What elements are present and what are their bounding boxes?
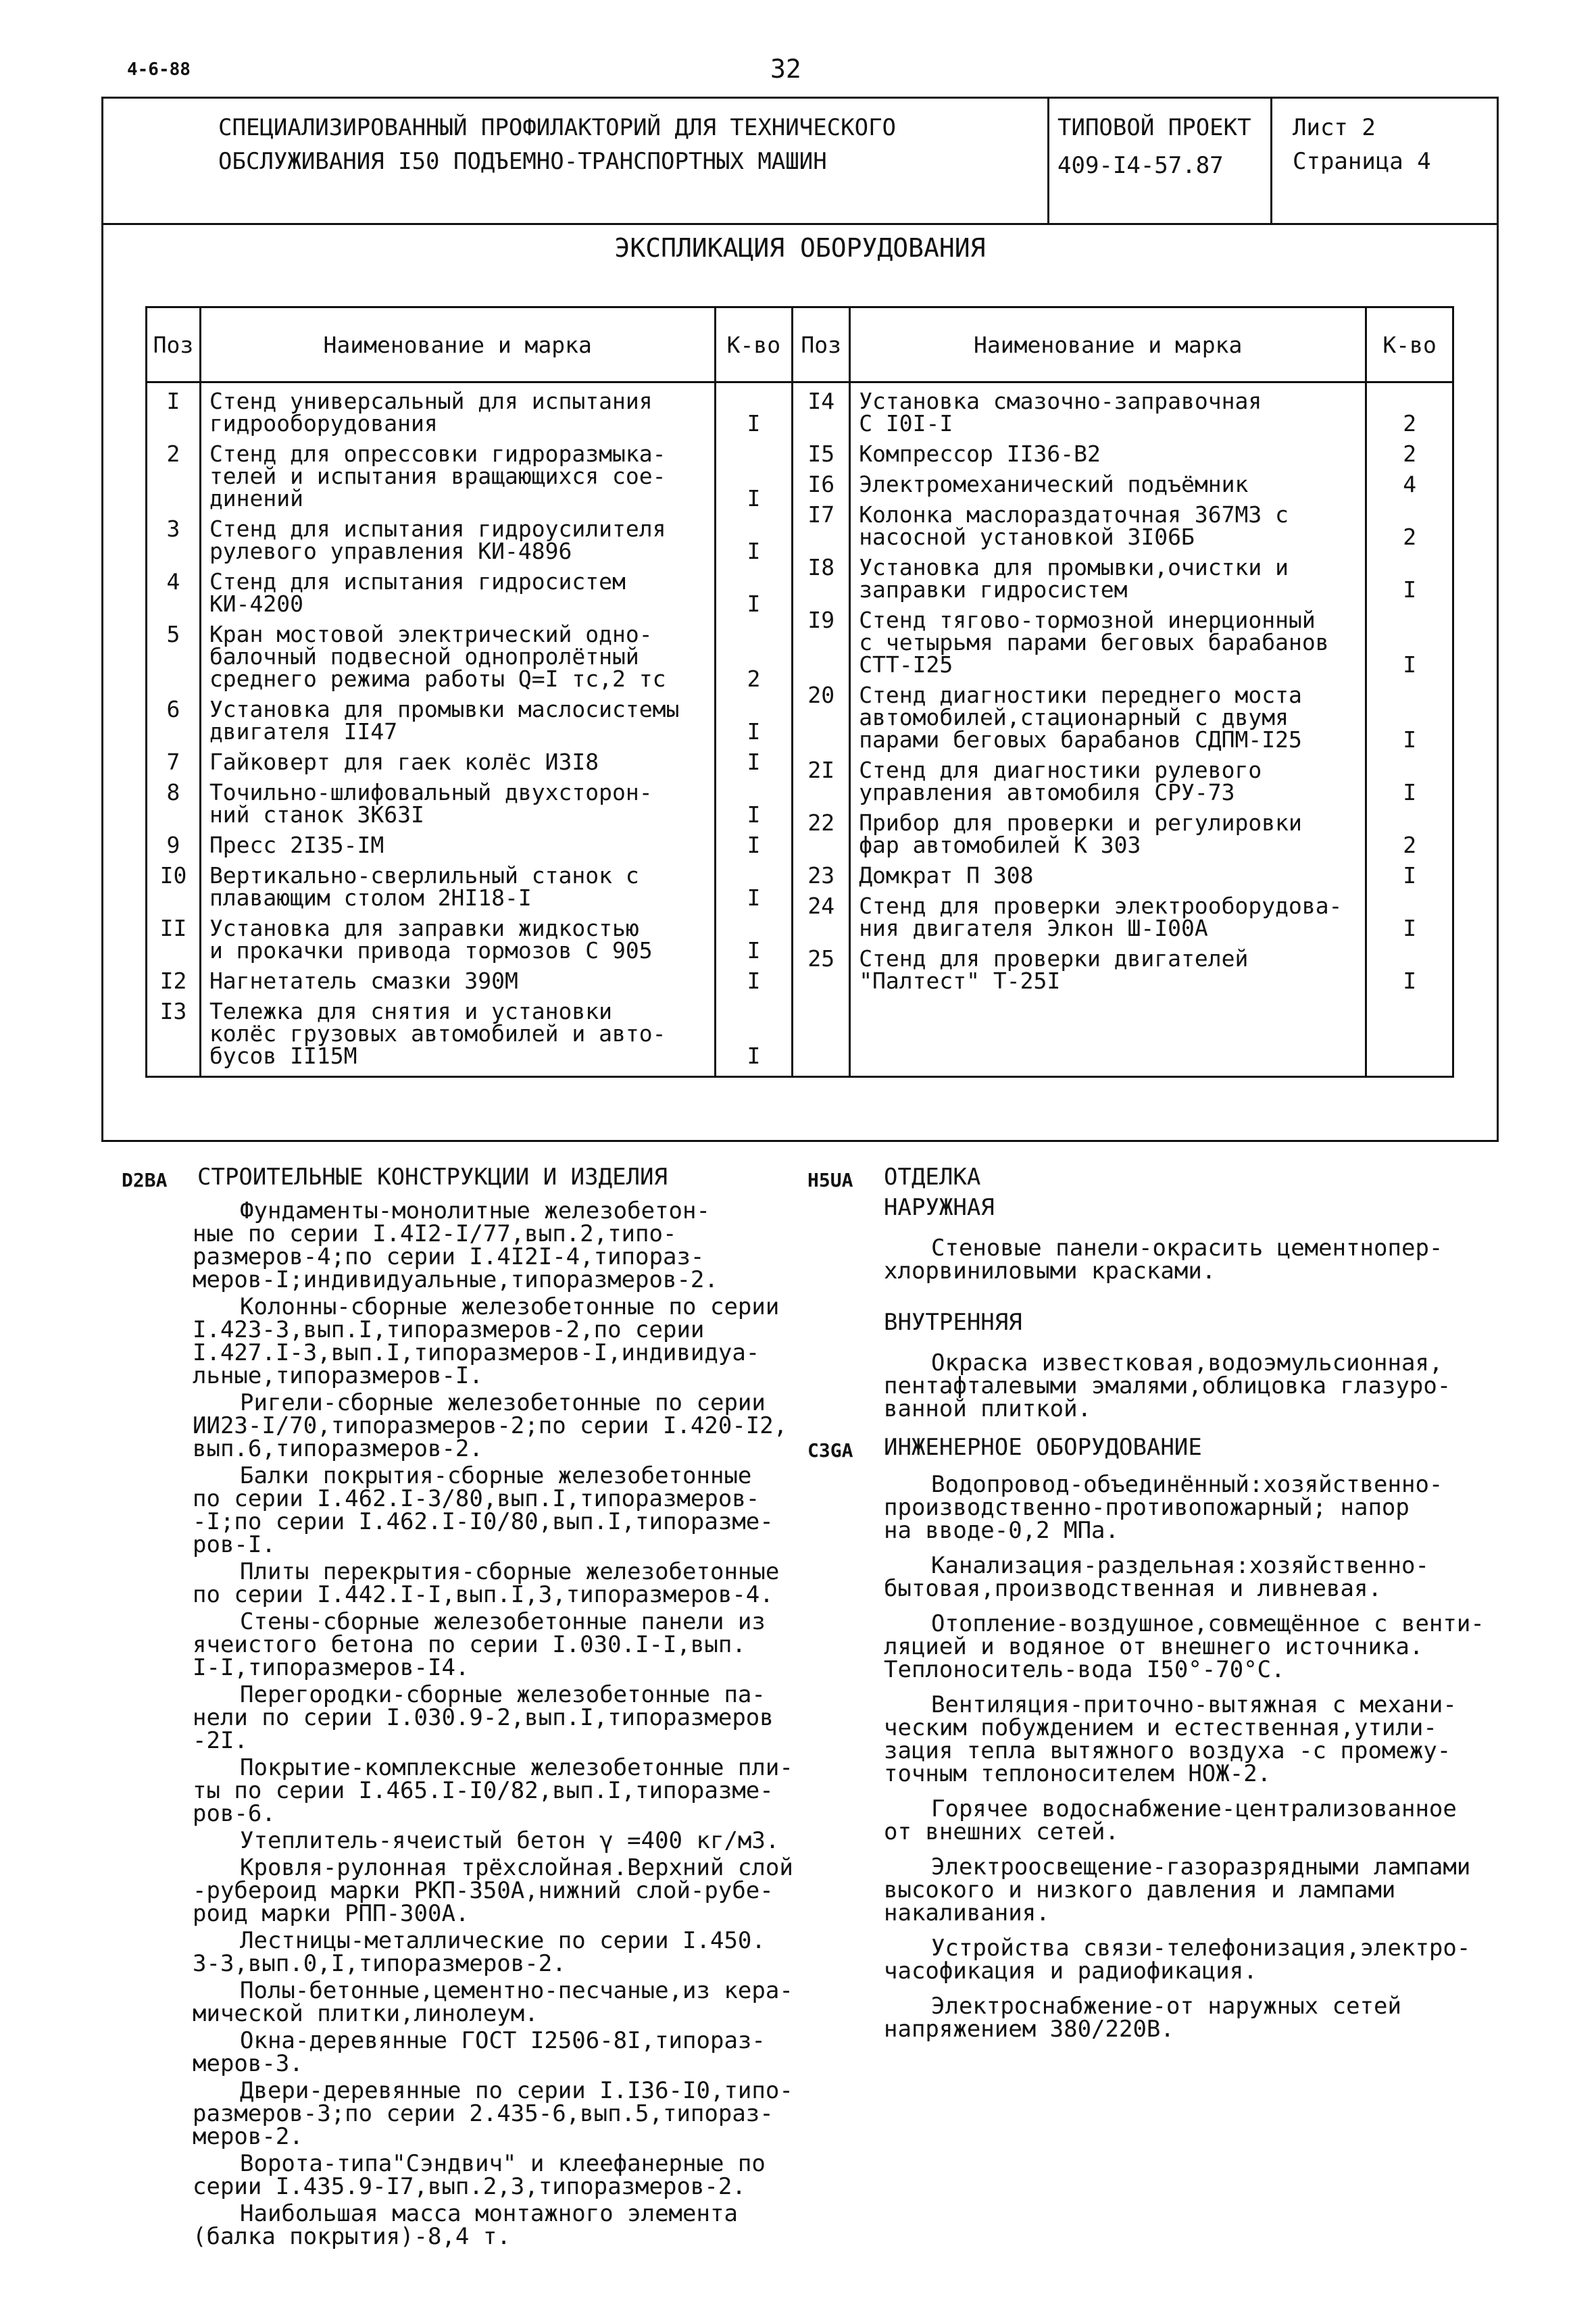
col-pos-right: Поз: [793, 307, 850, 382]
right-qty-column: [1366, 382, 1453, 1077]
left-item-pos: I2: [159, 968, 187, 994]
left-qty-column: [715, 382, 793, 1077]
right-item-name: [859, 895, 1364, 939]
item-name-line: Установка смазочно-заправочная: [859, 388, 1262, 414]
right-item-name: [859, 473, 1364, 495]
right-item-qty: I: [1403, 576, 1417, 603]
paragraph-line: Устройства связи-телефонизация,электро-: [931, 1935, 1471, 1962]
left-item-name: [209, 751, 714, 773]
paragraph: [193, 2079, 814, 2148]
right-item-name: [859, 759, 1364, 803]
sheet-cell: [1272, 99, 1495, 223]
item-name-line: плавающим столом 2НI18-I: [209, 885, 532, 911]
item-name-line: Вертикально-сверлильный станок с: [209, 862, 639, 889]
left-item-qty: I: [747, 410, 761, 437]
paragraph-line: Полы-бетонные,цементно-песчаные,из кера-: [240, 1977, 793, 2004]
paragraph: [884, 1612, 1505, 1681]
item-name-line: фар автомобилей К 303: [859, 832, 1141, 858]
left-item-pos: I0: [159, 862, 187, 889]
left-item-qty: I: [747, 538, 761, 564]
paragraph-line: ячеистого бетона по серии I.030.I-I,вып.: [193, 1631, 746, 1658]
paragraph: [884, 1351, 1492, 1420]
item-name-line: Электромеханический подъёмник: [859, 471, 1249, 497]
left-item-name: [209, 970, 714, 992]
equipment-table: [145, 306, 1454, 1078]
right-item-pos: I4: [807, 388, 835, 414]
left-item-name: [209, 834, 714, 856]
col-name-left: Наименование и марка: [200, 307, 715, 382]
left-item-name: [209, 698, 714, 743]
item-name-line: КИ-4200: [209, 591, 304, 617]
left-item-pos: II: [159, 915, 187, 941]
paragraph-line: Теплоноситель-вода I50°-70°С.: [884, 1656, 1285, 1683]
paragraph-line: Горячее водоснабжение-централизованное: [931, 1795, 1457, 1822]
right-item-pos: 24: [807, 893, 835, 919]
title-line-1: СПЕЦИАЛИЗИРОВАННЫЙ ПРОФИЛАКТОРИЙ ДЛЯ ТЕХНИЧЕСКОГО: [218, 114, 897, 141]
item-name-line: Компрессор II36-В2: [859, 441, 1101, 467]
paragraph-line: Электроснабжение-от наружных сетей: [931, 1993, 1401, 2020]
paragraph-line: нели по серии I.030.9-2,вып.I,типоразмеров: [193, 1704, 774, 1731]
paragraph-line: серии I.435.9-I7,вып.2,3,типоразмеров-2.: [193, 2173, 746, 2200]
item-name-line: Точильно-шлифовальный двухсторон-: [209, 779, 653, 805]
paragraph-line: ческим побуждением и естественная,утили-: [884, 1714, 1437, 1741]
paragraph-line: Перегородки-сборные железобетонные па-: [240, 1681, 766, 1708]
left-item-pos: 4: [166, 568, 180, 595]
left-item-name: [209, 623, 714, 690]
right-item-pos: 2I: [807, 757, 835, 783]
paragraph-line: Канализация-раздельная:хозяйственно-: [931, 1552, 1429, 1579]
paragraph-line: Покрытие-комплексные железобетонные пли-: [240, 1754, 793, 1781]
paragraph: [193, 2029, 814, 2075]
item-name-line: гидрооборудования: [209, 410, 438, 437]
item-name-line: Стенд для диагностики рулевого: [859, 757, 1262, 783]
right-item-pos: I5: [807, 441, 835, 467]
paragraph: [193, 1464, 814, 1556]
paragraph-line: меров-I;индивидуальные,типоразмеров-2.: [193, 1266, 718, 1293]
right-item-name: [859, 503, 1364, 548]
paragraph-line: I.423-3,вып.I,типоразмеров-2,по серии: [193, 1316, 705, 1343]
paragraph-line: ляцией и водяное от внешнего источника.: [884, 1633, 1424, 1660]
item-name-line: Стенд для проверки электрооборудова-: [859, 893, 1343, 919]
paragraph-line: Колонны-сборные железобетонные по серии: [240, 1293, 780, 1320]
left-item-qty: I: [747, 749, 761, 775]
right-item-pos: I7: [807, 501, 835, 528]
left-item-name: [209, 781, 714, 826]
item-name-line: Пресс 2I35-IМ: [209, 832, 384, 858]
paragraph-line: хлорвиниловыми красками.: [884, 1258, 1216, 1285]
table-header-row: [147, 307, 1453, 382]
paragraph: [193, 1295, 814, 1387]
paragraph-line: накаливания.: [884, 1899, 1050, 1926]
engineering-title: ИНЖЕНЕРНОЕ ОБОРУДОВАНИЕ: [884, 1434, 1202, 1461]
item-name-line: Прибор для проверки и регулировки: [859, 810, 1302, 836]
paragraph-line: по серии I.462.I-3/80,вып.I,типоразмеров-: [193, 1485, 760, 1512]
table-body: [147, 382, 1453, 1077]
left-item-name: [209, 441, 714, 512]
paragraph-line: Балки покрытия-сборные железобетонные: [240, 1462, 752, 1489]
paragraph: [193, 1560, 814, 1606]
right-item-name: [859, 947, 1364, 992]
page-code: 4-6-88: [127, 59, 191, 80]
finishing-marker: H5UA: [807, 1169, 853, 1191]
paragraph: [193, 1199, 814, 1291]
item-name-line: заправки гидросистем: [859, 576, 1128, 603]
paragraph: [884, 1554, 1505, 1600]
left-item-pos: 5: [166, 621, 180, 647]
left-item-qty: I: [747, 485, 761, 512]
paragraph-line: Ригели-сборные железобетонные по серии: [240, 1389, 766, 1416]
item-name-line: С I0I-I: [859, 410, 953, 437]
paragraph-line: -I;по серии I.462.I-I0/80,вып.I,типоразме-: [193, 1508, 774, 1535]
paragraph-line: льные,типоразмеров-I.: [193, 1362, 483, 1389]
item-name-line: Установка для заправки жидкостью: [209, 915, 639, 941]
right-item-name: [859, 609, 1364, 676]
left-item-name: [209, 570, 714, 615]
col-name-right: Наименование и марка: [850, 307, 1366, 382]
left-item-qty: I: [747, 591, 761, 617]
paragraph-line: -рубероид марки РКП-350А,нижний слой-рубе-: [193, 1877, 774, 1904]
item-name-line: среднего режима работы Q=I тс,2 тс: [209, 666, 666, 692]
item-name-line: динений: [209, 485, 304, 512]
item-name-line: Стенд для проверки двигателей: [859, 945, 1249, 972]
paragraph-line: мической плитки,линолеум.: [193, 2000, 539, 2027]
right-item-pos: I8: [807, 554, 835, 580]
paragraph-line: вып.6,типоразмеров-2.: [193, 1435, 483, 1462]
item-name-line: с четырьмя парами беговых барабанов: [859, 629, 1329, 655]
paragraph-line: ванной плиткой.: [884, 1395, 1092, 1422]
item-name-line: двигателя II47: [209, 718, 398, 745]
paragraph: [193, 2152, 814, 2198]
left-item-pos: I3: [159, 998, 187, 1024]
finishing-outer-title: НАРУЖНАЯ: [884, 1194, 995, 1221]
item-name-line: Домкрат П 308: [859, 862, 1034, 889]
constructions-body: [193, 1199, 814, 2252]
item-name-line: Стенд тягово-тормозной инерционный: [859, 607, 1316, 633]
right-item-pos: 23: [807, 862, 835, 889]
left-item-name: [209, 864, 714, 909]
paragraph-line: ров-I.: [193, 1531, 276, 1558]
right-item-qty: 2: [1403, 441, 1417, 467]
explication-title: ЭКСПЛИКАЦИЯ ОБОРУДОВАНИЯ: [614, 233, 986, 263]
sheet-page: Страница 4: [1293, 148, 1431, 175]
paragraph-line: меров-2.: [193, 2123, 303, 2150]
paragraph-line: роид марки РПП-300А.: [193, 1900, 470, 1927]
item-name-line: и прокачки привода тормозов С 905: [209, 937, 653, 964]
right-item-pos: 20: [807, 682, 835, 708]
item-name-line: парами беговых барабанов СДПМ-I25: [859, 726, 1302, 753]
paragraph: [193, 1756, 814, 1825]
paragraph-line: напряжением 380/220В.: [884, 2016, 1174, 2043]
right-item-name: [859, 812, 1364, 856]
item-name-line: СТТ-I25: [859, 651, 953, 678]
left-item-qty: I: [747, 968, 761, 994]
paragraph-line: размеров-4;по серии I.4I2I-4,типораз-: [193, 1243, 705, 1270]
paragraph-line: производственно-противопожарный; напор: [884, 1494, 1410, 1521]
left-item-name: [209, 388, 714, 437]
right-item-qty: I: [1403, 968, 1417, 994]
item-name-line: "Палтест" Т-25I: [859, 968, 1061, 994]
title-line-2: ОБСЛУЖИВАНИЯ I50 ПОДЪЕМНО-ТРАНСПОРТНЫХ МАШИН: [218, 148, 827, 175]
item-name-line: Стенд универсальный для испытания: [209, 388, 653, 414]
right-item-pos: 22: [807, 810, 835, 836]
right-item-qty: I: [1403, 915, 1417, 941]
col-qty-right: К-во: [1366, 307, 1453, 382]
left-item-name: [209, 917, 714, 962]
paragraph: [884, 1797, 1505, 1843]
item-name-line: Кран мостовой электрический одно-: [209, 621, 653, 647]
left-item-qty: I: [747, 801, 761, 828]
left-item-name: [209, 1000, 714, 1067]
paragraph-line: размеров-3;по серии 2.435-6,вып.5,типораз-: [193, 2100, 774, 2127]
paragraph: [193, 1829, 814, 1852]
paragraph: [193, 1610, 814, 1679]
right-item-name: [859, 684, 1364, 751]
item-name-line: автомобилей,стационарный с двумя: [859, 704, 1289, 730]
project-label: ТИПОВОЙ ПРОЕКТ: [1057, 114, 1251, 141]
paragraph-line: Вентиляция-приточно-вытяжная с механи-: [931, 1691, 1457, 1718]
item-name-line: Установка для промывки,очистки и: [859, 554, 1289, 580]
item-name-line: управления автомобиля СРУ-73: [859, 779, 1235, 805]
paragraph-line: Электроосвещение-газоразрядными лампами: [931, 1853, 1471, 1881]
item-name-line: балочный подвесной однопролётный: [209, 643, 639, 670]
paragraph: [884, 1473, 1505, 1542]
right-item-qty: 4: [1403, 471, 1417, 497]
right-item-pos: I9: [807, 607, 835, 633]
paragraph-line: часофикация и радиофикация.: [884, 1958, 1257, 1985]
right-item-name: [859, 864, 1364, 887]
paragraph-line: I-I,типоразмеров-I4.: [193, 1654, 470, 1681]
paragraph: [884, 1937, 1505, 1983]
paragraph-line: по серии I.442.I-I,вып.I,3,типоразмеров-4.: [193, 1581, 774, 1608]
left-item-pos: 7: [166, 749, 180, 775]
paragraph: [884, 1237, 1492, 1283]
item-name-line: Колонка маслораздаточная 367М3 с: [859, 501, 1289, 528]
project-cell: [1049, 99, 1272, 223]
paragraph-line: I.427.I-3,вып.I,типоразмеров-I,индивидуа-: [193, 1339, 760, 1366]
item-name-line: насосной установкой 3I06Б: [859, 524, 1195, 550]
left-name-column: [200, 382, 715, 1077]
paragraph-line: Стеновые панели-окрасить цементнопер-: [931, 1235, 1443, 1262]
left-item-pos: I: [166, 388, 180, 414]
right-item-qty: I: [1403, 862, 1417, 889]
paragraph-line: зация тепла вытяжного воздуха -с промежу-: [884, 1737, 1451, 1764]
paragraph-line: на вводе-0,2 МПа.: [884, 1517, 1119, 1544]
item-name-line: Стенд для испытания гидроусилителя: [209, 516, 666, 542]
left-item-pos: 6: [166, 696, 180, 722]
left-item-pos: 9: [166, 832, 180, 858]
right-item-qty: 2: [1403, 410, 1417, 437]
paragraph: [884, 1693, 1505, 1785]
paragraph-line: ты по серии I.465.I-I0/82,вып.I,типоразме-: [193, 1777, 774, 1804]
right-item-name: [859, 388, 1364, 437]
right-pos-column: [793, 382, 850, 1077]
paragraph-line: Водопровод-объединённый:хозяйственно-: [931, 1471, 1443, 1498]
left-item-qty: I: [747, 937, 761, 964]
right-item-pos: I6: [807, 471, 835, 497]
paragraph-line: Лестницы-металлические по серии I.450.: [240, 1927, 766, 1954]
paragraph-line: ров-6.: [193, 1800, 276, 1827]
left-item-qty: I: [747, 885, 761, 911]
item-name-line: телей и испытания вращающихся сое-: [209, 463, 666, 489]
finishing-inner-text: [884, 1351, 1492, 1420]
paragraph-line: (балка покрытия)-8,4 т.: [193, 2223, 511, 2250]
paragraph-line: Кровля-рулонная трёхслойная.Верхний слой: [240, 1854, 793, 1881]
right-name-column: [850, 382, 1366, 1077]
right-item-name: [859, 556, 1364, 601]
paragraph-line: от внешних сетей.: [884, 1818, 1119, 1845]
item-name-line: ний станок 3К63I: [209, 801, 424, 828]
title-block: [101, 97, 1499, 225]
col-qty-left: К-во: [715, 307, 793, 382]
paragraph: [193, 1979, 814, 2025]
item-name-line: Стенд для испытания гидросистем: [209, 568, 626, 595]
right-item-qty: 2: [1403, 832, 1417, 858]
item-name-line: Гайковерт для гаек колёс И3I8: [209, 749, 599, 775]
left-item-pos: 2: [166, 441, 180, 467]
paragraph-line: точным теплоносителем НОЖ-2.: [884, 1760, 1272, 1787]
paragraph-line: Ворота-типа"Сэндвич" и клеефанерные по: [240, 2150, 766, 2177]
paragraph-line: пентафталевыми эмалями,облицовка глазуро-: [884, 1372, 1451, 1399]
left-item-qty: I: [747, 1043, 761, 1069]
left-pos-column: [147, 382, 201, 1077]
right-item-pos: 25: [807, 945, 835, 972]
paragraph-line: Стены-сборные железобетонные панели из: [240, 1608, 766, 1635]
paragraph-line: высокого и низкого давления и лампами: [884, 1876, 1396, 1903]
title-cell: [103, 99, 1049, 223]
col-pos-left: Поз: [147, 307, 201, 382]
paragraph-line: Отопление-воздушное,совмещённое с венти-: [931, 1610, 1485, 1637]
paragraph-line: Окраска известковая,водоэмульсионная,: [931, 1349, 1443, 1376]
paragraph-line: ИИ23-I/70,типоразмеров-2;по серии I.420-I2,: [193, 1412, 788, 1439]
left-item-name: [209, 518, 714, 562]
paragraph: [193, 2202, 814, 2248]
page-number: 32: [770, 54, 801, 84]
paragraph: [193, 1391, 814, 1460]
finishing-inner-title: ВНУТРЕННЯЯ: [884, 1309, 1022, 1336]
left-item-qty: I: [747, 718, 761, 745]
item-name-line: Установка для промывки маслосистемы: [209, 696, 680, 722]
paragraph: [884, 1995, 1505, 2041]
paragraph: [193, 1929, 814, 1975]
paragraph: [193, 1856, 814, 1925]
paragraph-line: бытовая,производственная и ливневая.: [884, 1575, 1382, 1602]
left-item-qty: 2: [747, 666, 761, 692]
constructions-title: СТРОИТЕЛЬНЫЕ КОНСТРУКЦИИ И ИЗДЕЛИЯ: [197, 1164, 668, 1191]
paragraph-line: -2I.: [193, 1727, 248, 1754]
item-name-line: Стенд для опрессовки гидроразмыка-: [209, 441, 666, 467]
finishing-title: ОТДЕЛКА: [884, 1164, 981, 1191]
paragraph-line: ные по серии I.4I2-I/77,вып.2,типо-: [193, 1220, 677, 1247]
paragraph-line: Утеплитель-ячеистый бетон γ =400 кг/м3.: [240, 1827, 780, 1854]
paragraph-line: Окна-деревянные ГОСТ I2506-8I,типораз-: [240, 2027, 766, 2054]
right-item-name: [859, 443, 1364, 465]
paragraph-line: меров-3.: [193, 2050, 303, 2077]
paragraph-line: Фундаменты-монолитные железобетон-: [240, 1197, 710, 1224]
engineering-body: [884, 1473, 1505, 2053]
item-name-line: рулевого управления КИ-4896: [209, 538, 572, 564]
item-name-line: Стенд диагностики переднего моста: [859, 682, 1302, 708]
paragraph-line: 3-3,вып.0,I,типоразмеров-2.: [193, 1950, 566, 1977]
paragraph-line: Двери-деревянные по серии I.I36-I0,типо-: [240, 2077, 793, 2104]
paragraph-line: Плиты перекрытия-сборные железобетонные: [240, 1558, 780, 1585]
paragraph: [884, 1853, 1505, 1926]
project-number: 409-I4-57.87: [1057, 152, 1224, 179]
item-name-line: колёс грузовых автомобилей и авто-: [209, 1020, 666, 1047]
engineering-marker: C3GA: [807, 1439, 853, 1462]
item-name-line: ния двигателя Элкон Ш-I00А: [859, 915, 1208, 941]
right-item-qty: I: [1403, 651, 1417, 678]
item-name-line: бусов II15М: [209, 1043, 357, 1069]
left-item-pos: 3: [166, 516, 180, 542]
left-item-pos: 8: [166, 779, 180, 805]
paragraph: [193, 1683, 814, 1752]
constructions-marker: D2BA: [122, 1169, 168, 1191]
right-item-qty: I: [1403, 779, 1417, 805]
paragraph-line: Наибольшая масса монтажного элемента: [240, 2200, 738, 2227]
right-item-qty: I: [1403, 726, 1417, 753]
right-item-qty: 2: [1403, 524, 1417, 550]
left-item-qty: I: [747, 832, 761, 858]
sheet-number: Лист 2: [1293, 114, 1376, 141]
finishing-outer-text: [884, 1237, 1492, 1283]
item-name-line: Нагнетатель смазки 390М: [209, 968, 518, 994]
item-name-line: Тележка для снятия и установки: [209, 998, 612, 1024]
